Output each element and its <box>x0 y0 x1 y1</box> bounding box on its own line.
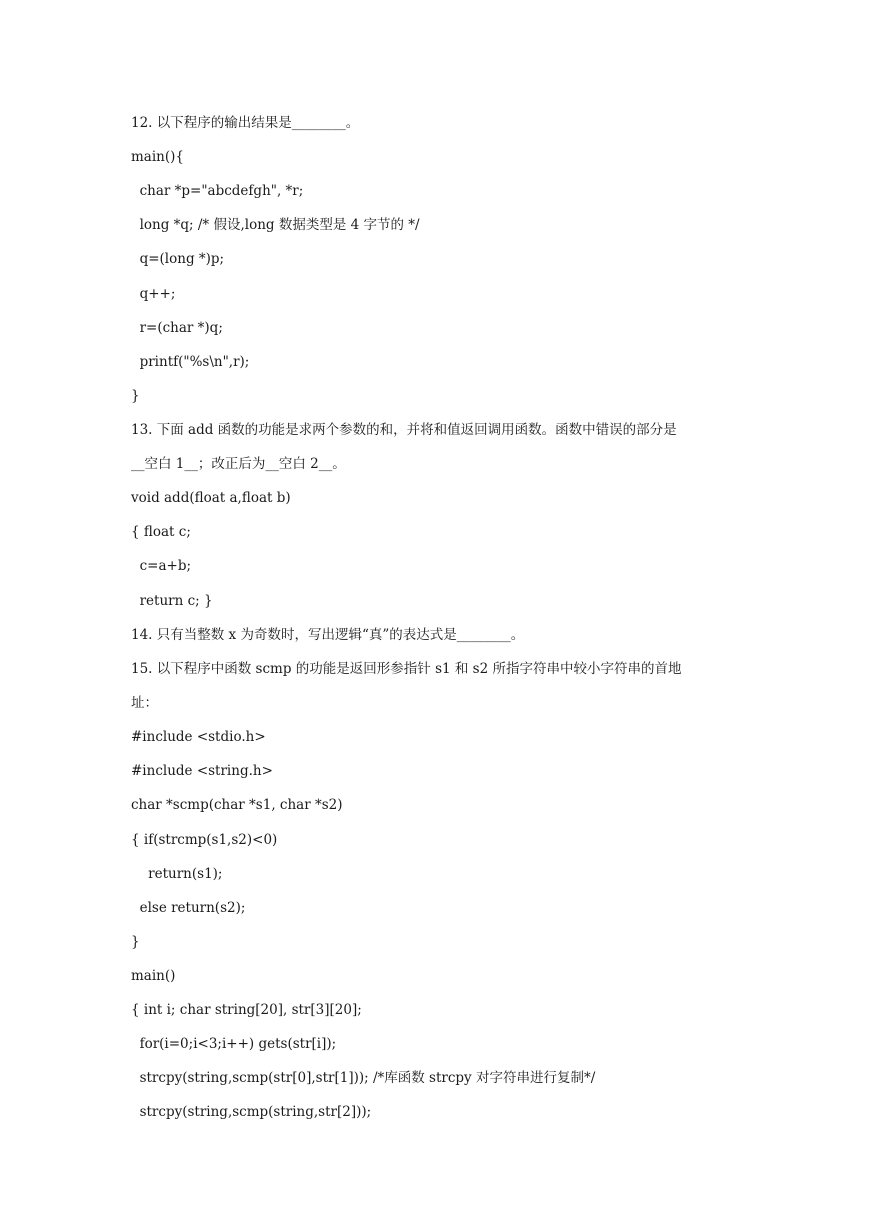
code-line: { if(strcmp(s1,s2)<0) <box>131 832 278 848</box>
code-line: #include <stdio.h> <box>131 729 266 745</box>
question-13-text: 13. 下面 add 函数的功能是求两个参数的和，并将和值返回调用函数。函数中错误的部分是 <box>131 422 677 438</box>
code-line: main() <box>131 968 176 984</box>
code-line: { int i; char string[20], str[3][20]; <box>131 1002 362 1018</box>
code-line: strcpy(string,scmp(str[0],str[1])); /*库函数 strcpy 对字符串进行复制*/ <box>131 1070 596 1086</box>
code-line: void add(float a,float b) <box>131 490 291 506</box>
code-line: char *scmp(char *s1, char *s2) <box>131 797 343 813</box>
question-12-text: 12. 以下程序的输出结果是________。 <box>131 115 360 131</box>
code-line: for(i=0;i<3;i++) gets(str[i]); <box>131 1036 337 1052</box>
question-15-text-cont: 址： <box>131 695 158 711</box>
code-line: c=a+b; <box>131 558 192 574</box>
code-line: } <box>131 388 140 404</box>
code-line: printf("%s\n",r); <box>131 354 250 370</box>
code-line: q++; <box>131 286 176 302</box>
code-line: long *q; /* 假设,long 数据类型是 4 字节的 */ <box>131 217 420 233</box>
code-line: r=(char *)q; <box>131 320 223 336</box>
code-line: strcpy(string,scmp(string,str[2])); <box>131 1104 372 1120</box>
code-line: q=(long *)p; <box>131 251 225 267</box>
code-line: main(){ <box>131 149 184 165</box>
code-line: else return(s2); <box>131 900 246 916</box>
code-line: return c; } <box>131 593 213 609</box>
code-line: char *p="abcdefgh", *r; <box>131 183 304 199</box>
question-13-text-cont: __空白 1__；改正后为__空白 2__。 <box>131 456 346 472</box>
question-15-text: 15. 以下程序中函数 scmp 的功能是返回形参指针 s1 和 s2 所指字符串中较小字符串的首地 <box>131 661 682 677</box>
code-line: { float c; <box>131 524 191 540</box>
question-14-text: 14. 只有当整数 x 为奇数时，写出逻辑“真”的表达式是________。 <box>131 627 525 643</box>
code-line: } <box>131 934 140 950</box>
code-line: return(s1); <box>131 866 223 882</box>
code-line: #include <string.h> <box>131 763 273 779</box>
